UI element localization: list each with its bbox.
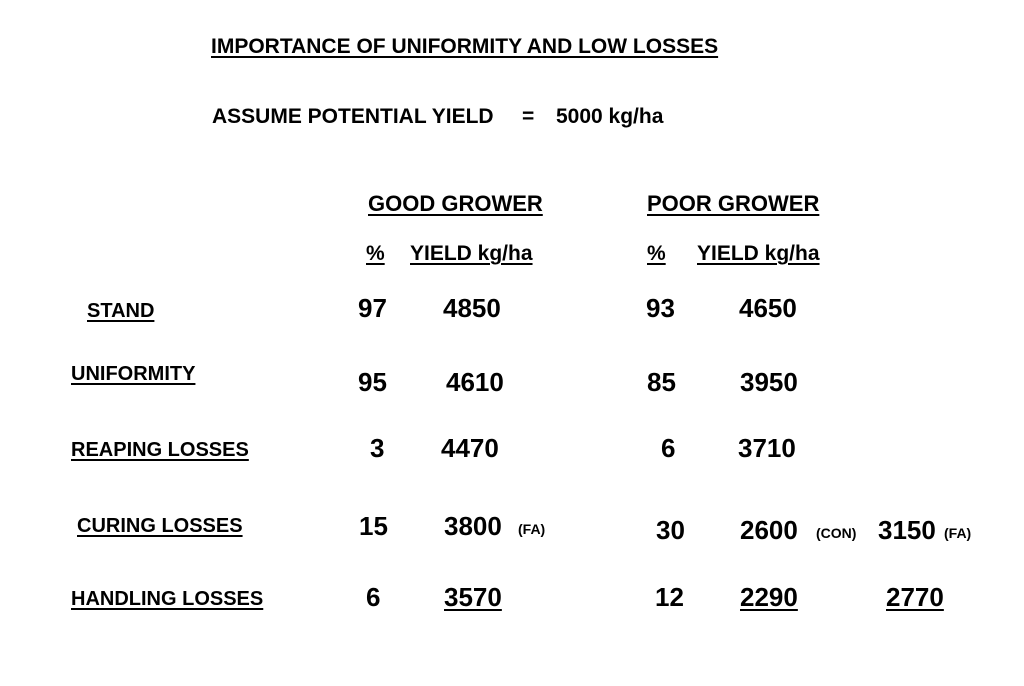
good-yield-stand: 4850 [443, 293, 501, 323]
good-pct-reaping: 3 [370, 433, 385, 463]
poor-pct-header: % [647, 242, 666, 265]
poor-pct-curing: 30 [656, 515, 685, 545]
good-yield-reaping: 4470 [441, 433, 499, 463]
poor-yield-uniformity: 3950 [740, 367, 798, 397]
good-yield-handling: 3570 [444, 582, 502, 612]
poor-yield-header: YIELD kg/ha [697, 242, 820, 265]
poor-alt-yield-handling: 2770 [886, 582, 944, 612]
good-pct-uniformity: 95 [358, 367, 387, 397]
assumption-equals: = [522, 105, 535, 128]
poor-alt-curing-method-tag: (FA) [944, 525, 972, 541]
poor-yield-stand: 4650 [739, 293, 797, 323]
good-curing-method-tag: (FA) [518, 521, 546, 537]
poor-alt-yield-curing: 3150 [878, 515, 936, 545]
good-pct-stand: 97 [358, 293, 387, 323]
poor-yield-handling: 2290 [740, 582, 798, 612]
good-yield-curing: 3800 [444, 511, 502, 541]
page-title: IMPORTANCE OF UNIFORMITY AND LOW LOSSES [211, 35, 719, 58]
good-pct-curing: 15 [359, 511, 388, 541]
row-label-curing-losses: CURING LOSSES [77, 515, 243, 537]
good-yield-header: YIELD kg/ha [410, 242, 533, 265]
poor-pct-handling: 12 [655, 582, 684, 612]
assumption-value: 5000 kg/ha [556, 105, 664, 128]
row-label-uniformity: UNIFORMITY [71, 363, 196, 385]
row-label-stand: STAND [87, 300, 155, 322]
poor-curing-method-tag: (CON) [816, 525, 857, 541]
assumption-label: ASSUME POTENTIAL YIELD [212, 105, 494, 128]
poor-pct-stand: 93 [646, 293, 675, 323]
poor-pct-uniformity: 85 [647, 367, 676, 397]
good-pct-handling: 6 [366, 582, 381, 612]
row-label-reaping-losses: REAPING LOSSES [71, 439, 249, 461]
poor-pct-reaping: 6 [661, 433, 676, 463]
good-yield-uniformity: 4610 [446, 367, 504, 397]
poor-yield-reaping: 3710 [738, 433, 796, 463]
row-label-handling-losses: HANDLING LOSSES [71, 588, 264, 610]
good-grower-header: GOOD GROWER [368, 191, 543, 216]
good-pct-header: % [366, 242, 385, 265]
poor-yield-curing: 2600 [740, 515, 798, 545]
poor-grower-header: POOR GROWER [647, 191, 820, 216]
